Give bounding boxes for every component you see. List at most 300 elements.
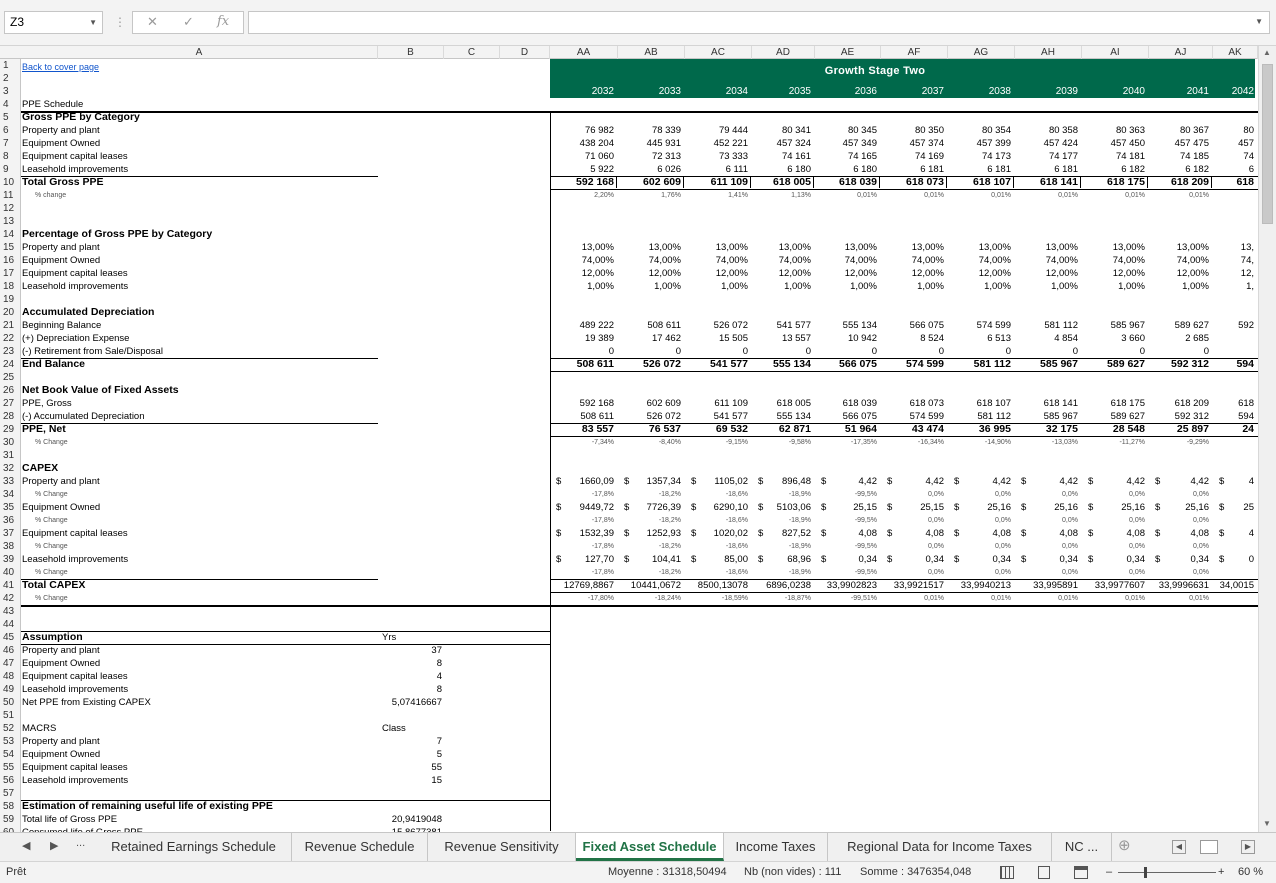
tab-more-icon[interactable]: ... — [76, 837, 86, 849]
row-number[interactable]: 24 — [3, 359, 15, 370]
value-cell[interactable]: 0,0% — [928, 491, 944, 498]
row-number[interactable]: 58 — [3, 801, 15, 812]
column-header[interactable]: AH — [1015, 46, 1082, 59]
scroll-thumb[interactable] — [1262, 64, 1273, 224]
formula-input[interactable] — [248, 11, 1270, 34]
value-cell[interactable] — [1213, 488, 1254, 501]
value-cell[interactable]: 0,01% — [857, 192, 877, 199]
row-number[interactable]: 56 — [3, 775, 15, 786]
value-cell[interactable]: 74,00% — [581, 255, 614, 266]
column-header[interactable]: D — [500, 46, 550, 59]
page-break-icon[interactable] — [1074, 866, 1088, 879]
value-cell[interactable]: 4,08 — [1059, 528, 1078, 539]
value-cell[interactable]: 13,00% — [844, 242, 877, 253]
value-cell[interactable]: 127,70 — [584, 554, 614, 565]
value-cell[interactable]: 1532,39 — [579, 528, 614, 539]
value-cell[interactable]: -9,58% — [788, 439, 811, 446]
value-cell[interactable]: 7726,39 — [646, 502, 681, 513]
column-header[interactable]: AJ — [1149, 46, 1213, 59]
value-cell[interactable]: 585 967 — [1043, 411, 1078, 422]
value-cell[interactable]: 0,0% — [928, 569, 944, 576]
value-cell[interactable]: 6 180 — [787, 164, 811, 175]
value-cell[interactable]: 0,0% — [928, 543, 944, 550]
value-cell[interactable]: 581 112 — [977, 411, 1011, 422]
value-cell[interactable]: 1,00% — [587, 281, 614, 292]
row-number[interactable]: 49 — [3, 684, 15, 695]
row-number[interactable]: 59 — [3, 814, 15, 825]
value-cell[interactable]: 74,00% — [911, 255, 944, 266]
value-cell[interactable]: 25,16 — [1121, 502, 1145, 513]
value-cell[interactable]: 34,0015 — [1219, 580, 1254, 591]
value-cell[interactable]: -18,59% — [721, 595, 748, 602]
value-cell[interactable]: 13,00% — [1176, 242, 1209, 253]
row-number[interactable]: 46 — [3, 645, 15, 656]
page-layout-icon[interactable] — [1038, 866, 1050, 879]
value-cell[interactable]: 80 363 — [1115, 125, 1145, 136]
value-cell[interactable]: 594 — [1236, 358, 1254, 370]
value-cell[interactable]: 74,00% — [978, 255, 1011, 266]
value-cell[interactable]: -17,35% — [850, 439, 877, 446]
value-cell[interactable]: -99,5% — [854, 569, 877, 576]
value-cell[interactable]: 74 181 — [1115, 151, 1145, 162]
cancel-icon[interactable]: ✕ — [147, 14, 158, 29]
value-cell[interactable]: 618 073 — [906, 176, 944, 188]
value-cell[interactable]: 74,00% — [778, 255, 811, 266]
value-cell[interactable]: 80 354 — [981, 125, 1011, 136]
row-number[interactable]: 13 — [3, 216, 15, 227]
value-cell[interactable]: 508 611 — [576, 358, 614, 370]
row-number[interactable]: 47 — [3, 658, 15, 669]
value-cell[interactable]: 74,00% — [648, 255, 681, 266]
value-cell[interactable]: -18,6% — [725, 569, 748, 576]
tab-next-icon[interactable]: ▶ — [50, 840, 59, 852]
value-cell[interactable]: 13,00% — [978, 242, 1011, 253]
value-cell[interactable]: 589 627 — [1174, 320, 1209, 331]
value-cell[interactable] — [1213, 345, 1254, 358]
value-cell[interactable]: -99,5% — [854, 517, 877, 524]
value-cell[interactable]: 25,15 — [853, 502, 877, 513]
value-cell[interactable]: 592 168 — [576, 176, 614, 188]
value-cell[interactable]: -99,5% — [854, 543, 877, 550]
value-cell[interactable]: 83 557 — [581, 423, 614, 435]
value-cell[interactable]: 25,15 — [920, 502, 944, 513]
value-cell[interactable]: 12,00% — [978, 268, 1011, 279]
value-cell[interactable]: 0,34 — [1190, 554, 1209, 565]
hscroll-thumb[interactable] — [1200, 840, 1218, 854]
value-cell[interactable]: 6 182 — [1185, 164, 1209, 175]
value-cell[interactable]: 0 — [1139, 346, 1145, 357]
column-header[interactable]: AK — [1213, 46, 1258, 59]
value-cell[interactable]: 6 181 — [920, 164, 944, 175]
value-cell[interactable]: 592 168 — [579, 398, 614, 409]
value-cell[interactable]: 1,00% — [917, 281, 944, 292]
value-cell[interactable]: -18,6% — [725, 543, 748, 550]
row-number[interactable]: 9 — [3, 164, 9, 175]
value-cell[interactable]: 1,00% — [984, 281, 1011, 292]
row-number[interactable]: 14 — [3, 229, 15, 240]
value-cell[interactable]: 12,00% — [715, 268, 748, 279]
row-number[interactable]: 40 — [3, 567, 15, 578]
value-cell[interactable]: 104,41 — [651, 554, 681, 565]
value-cell[interactable]: 13,00% — [1112, 242, 1145, 253]
value-cell[interactable]: -14,90% — [984, 439, 1011, 446]
row-number[interactable]: 37 — [3, 528, 15, 539]
value-cell[interactable]: 6 111 — [725, 164, 748, 175]
value-cell[interactable]: 457 399 — [976, 138, 1011, 149]
value-cell[interactable]: 0 — [1072, 346, 1078, 357]
value-cell[interactable]: 4,08 — [858, 528, 877, 539]
value-cell[interactable]: 618 039 — [839, 176, 877, 188]
insert-function-icon[interactable]: fx — [217, 14, 230, 29]
row-number[interactable]: 11 — [3, 190, 14, 201]
value-cell[interactable]: 13,00% — [581, 242, 614, 253]
row-number[interactable]: 20 — [3, 307, 15, 318]
value-cell[interactable] — [1213, 566, 1254, 579]
value-cell[interactable]: 6 026 — [657, 164, 681, 175]
value-cell[interactable] — [1213, 332, 1254, 345]
drag-handle-icon[interactable]: ⋮ — [114, 15, 126, 29]
value-cell[interactable]: -18,24% — [654, 595, 681, 602]
row-number[interactable]: 43 — [3, 606, 15, 617]
value-cell[interactable]: 1,00% — [1118, 281, 1145, 292]
value-cell[interactable]: 6290,10 — [713, 502, 748, 513]
value-cell[interactable]: 4,42 — [1190, 476, 1209, 487]
value-cell[interactable]: 13,00% — [911, 242, 944, 253]
row-number[interactable]: 22 — [3, 333, 15, 344]
value-cell[interactable] — [1213, 189, 1254, 202]
value-cell[interactable]: 74 165 — [847, 151, 877, 162]
value-cell[interactable]: 74 161 — [781, 151, 811, 162]
value-cell[interactable]: 12,00% — [778, 268, 811, 279]
value-cell[interactable]: -8,40% — [658, 439, 681, 446]
value-cell[interactable]: 25 897 — [1176, 423, 1209, 435]
row-number[interactable]: 35 — [3, 502, 15, 513]
value-cell[interactable]: 74 173 — [981, 151, 1011, 162]
value-cell[interactable]: 13,00% — [715, 242, 748, 253]
value-cell[interactable]: 13, — [1240, 242, 1254, 253]
value-cell[interactable]: 827,52 — [781, 528, 811, 539]
value-cell[interactable]: 10441,0672 — [630, 580, 681, 591]
value-cell[interactable]: 0,34 — [992, 554, 1011, 565]
value-cell[interactable]: 0,34 — [1126, 554, 1145, 565]
name-box[interactable] — [4, 11, 103, 34]
value-cell[interactable]: 32 175 — [1045, 423, 1078, 435]
value-cell[interactable]: 9449,72 — [579, 502, 614, 513]
value-cell[interactable]: 1,00% — [784, 281, 811, 292]
normal-view-icon[interactable] — [1000, 866, 1014, 879]
value-cell[interactable] — [1213, 436, 1254, 449]
value-cell[interactable]: 541 577 — [710, 358, 748, 370]
value-cell[interactable]: 4,42 — [925, 476, 944, 487]
value-cell[interactable]: 0,0% — [1193, 569, 1209, 576]
value-cell[interactable]: 43 474 — [911, 423, 944, 435]
row-number[interactable]: 27 — [3, 398, 15, 409]
value-cell[interactable]: 0,0% — [1062, 543, 1078, 550]
value-cell[interactable]: 13,00% — [778, 242, 811, 253]
value-cell[interactable]: 618 073 — [909, 398, 944, 409]
value-cell[interactable]: 0,0% — [928, 517, 944, 524]
value-cell[interactable]: -18,9% — [788, 491, 811, 498]
value-cell[interactable]: 36 995 — [978, 423, 1011, 435]
value-cell[interactable]: 566 075 — [909, 320, 944, 331]
value-cell[interactable]: 592 — [1238, 320, 1254, 331]
value-cell[interactable]: 85,00 — [724, 554, 748, 565]
tab-retained-earnings-schedule[interactable]: Retained Earnings Schedule — [96, 833, 292, 861]
value-cell[interactable]: 76 982 — [584, 125, 614, 136]
value-cell[interactable]: 17 462 — [651, 333, 681, 344]
add-sheet-icon[interactable]: ⊕ — [1118, 837, 1131, 854]
value-cell[interactable]: 24 — [1242, 423, 1254, 435]
value-cell[interactable]: 585 967 — [1040, 358, 1078, 370]
hscroll-right-icon[interactable]: ▶ — [1241, 840, 1255, 854]
value-cell[interactable]: 80 367 — [1179, 125, 1209, 136]
row-number[interactable]: 17 — [3, 268, 15, 279]
value-cell[interactable]: 12,00% — [844, 268, 877, 279]
value-cell[interactable]: 0,0% — [1129, 543, 1145, 550]
value-cell[interactable]: -11,27% — [1119, 439, 1145, 446]
row-number[interactable]: 8 — [3, 151, 9, 162]
tab-income-taxes[interactable]: Income Taxes — [724, 833, 828, 861]
row-number[interactable]: 10 — [3, 177, 15, 188]
tab-prev-icon[interactable]: ◀ — [22, 840, 31, 852]
value-cell[interactable]: 3 660 — [1121, 333, 1145, 344]
value-cell[interactable]: 0 — [805, 346, 811, 357]
tab-revenue-sensitivity[interactable]: Revenue Sensitivity — [428, 833, 576, 861]
value-cell[interactable]: 896,48 — [781, 476, 811, 487]
value-cell[interactable]: 0,0% — [1129, 491, 1145, 498]
value-cell[interactable]: 33,9940213 — [960, 580, 1011, 591]
value-cell[interactable]: 6 180 — [853, 164, 877, 175]
column-header[interactable]: AB — [618, 46, 685, 59]
value-cell[interactable]: 80 345 — [847, 125, 877, 136]
sheet-grid[interactable] — [21, 59, 1258, 832]
value-cell[interactable]: 13,00% — [1045, 242, 1078, 253]
value-cell[interactable]: 457 — [1238, 138, 1254, 149]
value-cell[interactable]: -18,87% — [784, 595, 811, 602]
value-cell[interactable]: -9,15% — [725, 439, 748, 446]
value-cell[interactable]: 618 209 — [1174, 398, 1209, 409]
value-cell[interactable]: 74,00% — [1176, 255, 1209, 266]
value-cell[interactable]: 51 964 — [844, 423, 877, 435]
value-cell[interactable]: 566 075 — [839, 358, 877, 370]
value-cell[interactable]: -18,2% — [658, 569, 681, 576]
value-cell[interactable]: 574 599 — [976, 320, 1011, 331]
column-header[interactable]: AI — [1082, 46, 1149, 59]
value-cell[interactable]: 508 611 — [580, 411, 614, 422]
value-cell[interactable]: 0,34 — [858, 554, 877, 565]
value-cell[interactable]: 4,08 — [1190, 528, 1209, 539]
value-cell[interactable]: 566 075 — [842, 411, 877, 422]
zoom-slider[interactable] — [1118, 872, 1216, 873]
row-number[interactable]: 34 — [3, 489, 15, 500]
row-number[interactable]: 25 — [3, 372, 15, 383]
value-cell[interactable]: -16,34% — [917, 439, 944, 446]
value-cell[interactable]: 618 — [1236, 176, 1254, 188]
row-number[interactable]: 33 — [3, 476, 15, 487]
value-cell[interactable]: 25 — [1243, 502, 1254, 513]
value-cell[interactable]: 10 942 — [847, 333, 877, 344]
hscroll-left-icon[interactable]: ◀ — [1172, 840, 1186, 854]
value-cell[interactable]: 12,00% — [1045, 268, 1078, 279]
value-cell[interactable]: 79 444 — [718, 125, 748, 136]
value-cell[interactable]: 602 609 — [643, 176, 681, 188]
value-cell[interactable]: 73 333 — [718, 151, 748, 162]
value-cell[interactable]: 4,42 — [1126, 476, 1145, 487]
value-cell[interactable]: 0,0% — [1193, 491, 1209, 498]
value-cell[interactable]: 611 109 — [710, 176, 748, 188]
column-header[interactable]: B — [378, 46, 444, 59]
value-cell[interactable]: 0,0% — [1062, 491, 1078, 498]
value-cell[interactable]: 80 341 — [781, 125, 811, 136]
value-cell[interactable]: 618 209 — [1171, 176, 1209, 188]
row-number[interactable]: 42 — [3, 593, 15, 604]
value-cell[interactable]: 33,995891 — [1033, 580, 1078, 591]
value-cell[interactable]: 12, — [1240, 268, 1254, 279]
tab-fixed-asset-schedule[interactable]: Fixed Asset Schedule — [576, 833, 724, 861]
value-cell[interactable]: -18,2% — [658, 491, 681, 498]
value-cell[interactable]: 71 060 — [584, 151, 614, 162]
value-cell[interactable]: 62 871 — [778, 423, 811, 435]
row-number[interactable]: 28 — [3, 411, 15, 422]
value-cell[interactable]: 33,9996631 — [1158, 580, 1209, 591]
value-cell[interactable]: 0,01% — [1189, 192, 1209, 199]
value-cell[interactable]: -99,5% — [854, 491, 877, 498]
value-cell[interactable]: 0,0% — [995, 543, 1011, 550]
value-cell[interactable]: 618 107 — [973, 176, 1011, 188]
row-number[interactable]: 6 — [3, 125, 9, 136]
value-cell[interactable]: 15 505 — [718, 333, 748, 344]
value-cell[interactable]: 457 349 — [842, 138, 877, 149]
value-cell[interactable]: 74,00% — [1112, 255, 1145, 266]
scroll-up-icon[interactable]: ▲ — [1263, 48, 1271, 57]
value-cell[interactable]: 1,13% — [791, 192, 811, 199]
value-cell[interactable]: 1357,34 — [646, 476, 681, 487]
value-cell[interactable]: 589 627 — [1110, 411, 1145, 422]
value-cell[interactable]: 2 685 — [1185, 333, 1209, 344]
value-cell[interactable]: -18,2% — [658, 543, 681, 550]
value-cell[interactable]: 13,00% — [648, 242, 681, 253]
value-cell[interactable] — [1213, 514, 1254, 527]
value-cell[interactable]: 4,08 — [925, 528, 944, 539]
vertical-scrollbar[interactable] — [1258, 46, 1276, 832]
value-cell[interactable]: 0,01% — [1058, 595, 1078, 602]
scroll-down-icon[interactable]: ▼ — [1263, 819, 1271, 828]
row-number[interactable]: 5 — [3, 112, 9, 123]
row-number[interactable]: 2 — [3, 73, 9, 84]
enter-icon[interactable]: ✓ — [183, 14, 194, 29]
column-header[interactable]: A — [21, 46, 378, 59]
value-cell[interactable]: 0,0% — [995, 491, 1011, 498]
value-cell[interactable]: 592 312 — [1174, 411, 1209, 422]
zoom-level[interactable]: 60 % — [1238, 866, 1264, 878]
value-cell[interactable]: 4,42 — [992, 476, 1011, 487]
value-cell[interactable]: 0 — [1203, 346, 1209, 357]
value-cell[interactable]: 12,00% — [648, 268, 681, 279]
value-cell[interactable]: 80 350 — [914, 125, 944, 136]
value-cell[interactable]: 581 112 — [973, 358, 1011, 370]
value-cell[interactable]: 74,00% — [844, 255, 877, 266]
value-cell[interactable]: -99,51% — [850, 595, 877, 602]
value-cell[interactable]: 12,00% — [581, 268, 614, 279]
value-cell[interactable]: 12,00% — [1176, 268, 1209, 279]
value-cell[interactable]: 74,00% — [1045, 255, 1078, 266]
row-number[interactable]: 32 — [3, 463, 15, 474]
value-cell[interactable]: 25,16 — [987, 502, 1011, 513]
row-number[interactable]: 12 — [3, 203, 15, 214]
value-cell[interactable]: 13 557 — [781, 333, 811, 344]
value-cell[interactable]: 592 312 — [1171, 358, 1209, 370]
value-cell[interactable]: 4,42 — [1059, 476, 1078, 487]
value-cell[interactable]: 28 548 — [1112, 423, 1145, 435]
value-cell[interactable]: 618 005 — [773, 176, 811, 188]
value-cell[interactable]: 6 181 — [987, 164, 1011, 175]
value-cell[interactable]: -17,80% — [587, 595, 614, 602]
value-cell[interactable]: 457 374 — [909, 138, 944, 149]
value-cell[interactable]: 489 222 — [579, 320, 614, 331]
value-cell[interactable]: 541 577 — [713, 411, 748, 422]
value-cell[interactable]: 0 — [1248, 554, 1254, 565]
value-cell[interactable]: 0,0% — [1129, 517, 1145, 524]
value-cell[interactable]: 0 — [1005, 346, 1011, 357]
value-cell[interactable]: 1252,93 — [646, 528, 681, 539]
tab-revenue-schedule[interactable]: Revenue Schedule — [292, 833, 428, 861]
value-cell[interactable]: 618 175 — [1110, 398, 1145, 409]
value-cell[interactable]: 611 109 — [714, 398, 748, 409]
value-cell[interactable]: -17,8% — [591, 491, 614, 498]
value-cell[interactable]: 6 182 — [1121, 164, 1145, 175]
column-header[interactable]: AF — [881, 46, 948, 59]
row-number[interactable]: 48 — [3, 671, 15, 682]
value-cell[interactable]: 445 931 — [646, 138, 681, 149]
value-cell[interactable]: 4,08 — [992, 528, 1011, 539]
value-cell[interactable]: 74 185 — [1179, 151, 1209, 162]
value-cell[interactable]: 0,0% — [1129, 569, 1145, 576]
row-number[interactable]: 16 — [3, 255, 15, 266]
value-cell[interactable]: 618 141 — [1040, 176, 1078, 188]
value-cell[interactable]: 457 450 — [1110, 138, 1145, 149]
value-cell[interactable]: 0,0% — [1062, 569, 1078, 576]
value-cell[interactable]: -7,34% — [591, 439, 614, 446]
value-cell[interactable]: -18,9% — [788, 543, 811, 550]
column-header[interactable]: C — [444, 46, 500, 59]
value-cell[interactable]: 0,34 — [1059, 554, 1078, 565]
value-cell[interactable]: 1105,02 — [714, 476, 748, 487]
value-cell[interactable]: -9,29% — [1186, 439, 1209, 446]
expand-formula-icon[interactable]: ▼ — [1255, 17, 1263, 26]
zoom-slider-thumb[interactable] — [1144, 867, 1147, 878]
value-cell[interactable]: -13,03% — [1051, 439, 1078, 446]
value-cell[interactable]: 76 537 — [648, 423, 681, 435]
column-header[interactable]: AA — [550, 46, 618, 59]
value-cell[interactable]: 1660,09 — [579, 476, 614, 487]
value-cell[interactable]: 0,0% — [995, 517, 1011, 524]
value-cell[interactable]: -18,9% — [788, 517, 811, 524]
value-cell[interactable]: 74 177 — [1048, 151, 1078, 162]
row-number[interactable]: 54 — [3, 749, 15, 760]
row-number[interactable]: 19 — [3, 294, 15, 305]
zoom-out-icon[interactable]: – — [1106, 866, 1113, 878]
value-cell[interactable]: 25,16 — [1185, 502, 1209, 513]
value-cell[interactable]: 4 — [1248, 476, 1254, 487]
value-cell[interactable]: 12,00% — [911, 268, 944, 279]
value-cell[interactable]: 457 424 — [1043, 138, 1078, 149]
row-number[interactable]: 53 — [3, 736, 15, 747]
value-cell[interactable]: 1,00% — [721, 281, 748, 292]
value-cell[interactable]: 618 — [1238, 398, 1254, 409]
value-cell[interactable]: 541 577 — [776, 320, 811, 331]
value-cell[interactable]: 6896,0238 — [766, 580, 811, 591]
value-cell[interactable] — [1213, 540, 1254, 553]
